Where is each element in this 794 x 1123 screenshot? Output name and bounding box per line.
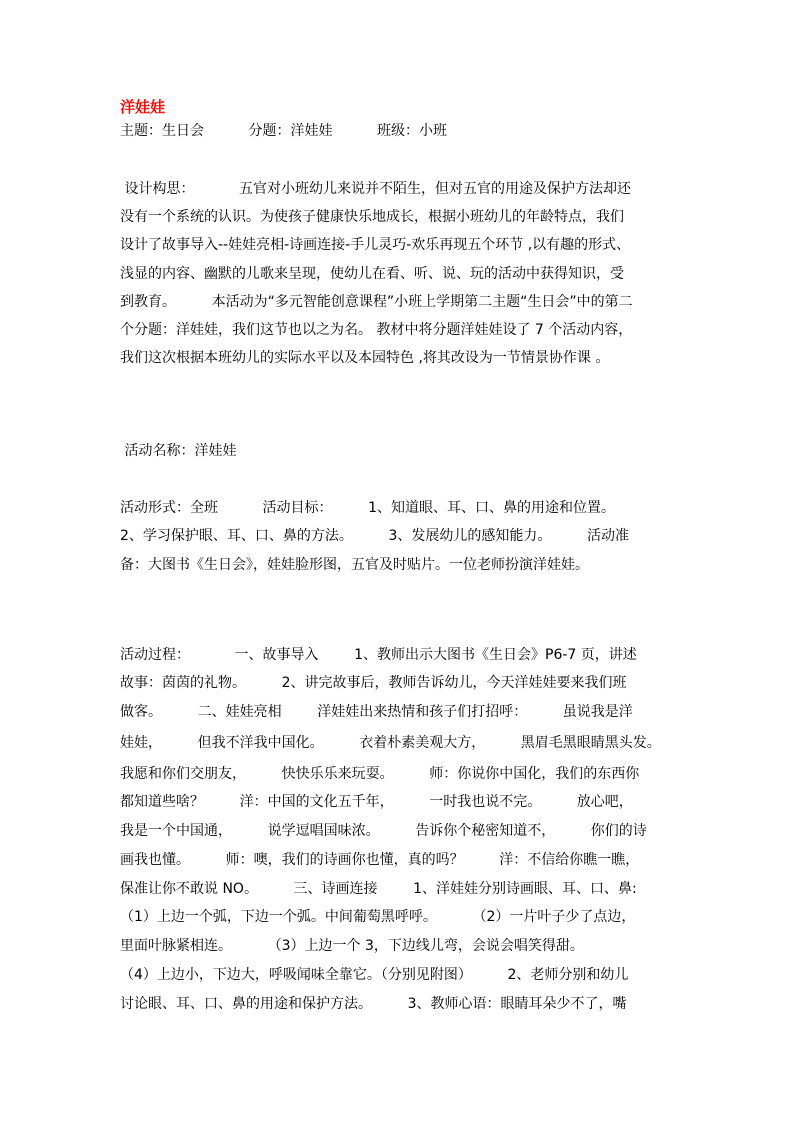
process-line: 都知道些啥？ 洋：中国的文化五千年， 一时我也说不完。 放心吧， bbox=[120, 794, 633, 810]
process-line: 活动过程： 一、故事导入 1、教师出示大图书《生日会》P6-7 页，讲述 bbox=[120, 647, 637, 663]
process-line: 故事：茵茵的礼物。 2、讲完故事后，教师告诉幼儿，今天洋娃娃要来我们班 bbox=[120, 675, 627, 691]
process-line: （4）上边小，下边大，呼吸闻味全靠它。（分别见附图） 2、老师分别和幼儿 bbox=[120, 967, 629, 983]
process-line: 我是一个中国通， 说学逗唱国味浓。 告诉你个秘密知道不， 你们的诗 bbox=[120, 823, 647, 839]
process-line: 我愿和你们交朋友， 快快乐乐来玩耍。 师：你说你中国化，我们的东西你 bbox=[120, 766, 640, 782]
design-line: 设计了故事导入--娃娃亮相-诗画连接-手儿灵巧-欢乐再现五个环节 ,以有趣的形式、 bbox=[120, 237, 631, 253]
process-line: 娃娃， 但我不洋我中国化。 衣着朴素美观大方， 黑眉毛黑眼睛黑头发。 bbox=[120, 735, 661, 751]
design-line: 到教育。 本活动为“多元智能创意课程”小班上学期第二主题“生日会”中的第二 bbox=[120, 294, 633, 310]
process-line: 画我也懂。 师：噢，我们的诗画你也懂，真的吗？ 洋：不信给你瞧一瞧， bbox=[120, 852, 640, 868]
process-line: 里面叶脉紧相连。 （3）上边一个 3，下边线儿弯，会说会唱笑得甜。 bbox=[120, 938, 584, 954]
document-title: 洋娃娃 bbox=[120, 98, 166, 116]
design-line: 设计构思： 五官对小班幼儿来说并不陌生，但对五官的用途及保护方法却还 bbox=[120, 181, 631, 197]
meta-line: 主题：生日会 分题：洋娃娃 班级：小班 bbox=[120, 123, 448, 139]
activity-form-line: 活动形式：全班 活动目标： 1、知道眼、耳、口、鼻的用途和位置。 bbox=[120, 500, 616, 516]
process-line: 讨论眼、耳、口、鼻的用途和保护方法。 3、教师心语：眼睛耳朵少不了，嘴 bbox=[120, 996, 627, 1012]
activity-form-line: 备：大图书《生日会》，娃娃脸形图，五官及时贴片。一位老师扮演洋娃娃。 bbox=[120, 557, 589, 573]
design-line: 个分题：洋娃娃，我们这节也以之为名。 教材中将分题洋娃娃设了 7 个活动内容， bbox=[120, 322, 633, 338]
design-line: 我们这次根据本班幼儿的实际水平以及本园特色 ,将其改设为一节情景协作课 。 bbox=[120, 350, 610, 366]
activity-form-line: 2、学习保护眼、耳、口、鼻的方法。 3、发展幼儿的感知能力。 活动准 bbox=[120, 528, 630, 544]
process-line: （1）上边一个弧，下边一个弧。中间葡萄黑呼呼。 （2）一片叶子少了点边， bbox=[120, 909, 636, 925]
activity-name-line: 活动名称：洋娃娃 bbox=[120, 443, 237, 459]
design-line: 浅显的内容、幽默的儿歌来呈现，使幼儿在看、听、说、玩的活动中获得知识，受 bbox=[120, 266, 624, 282]
process-line: 保准让你不敢说 NO。 三、诗画连接 1、洋娃娃分别诗画眼、耳、口、鼻: bbox=[120, 881, 637, 897]
process-line: 做客。 二、娃娃亮相 洋娃娃出来热情和孩子们打招呼： 虽说我是洋 bbox=[120, 704, 633, 720]
design-line: 没有一个系统的认识。为使孩子健康快乐地成长，根据小班幼儿的年龄特点，我们 bbox=[120, 209, 624, 225]
